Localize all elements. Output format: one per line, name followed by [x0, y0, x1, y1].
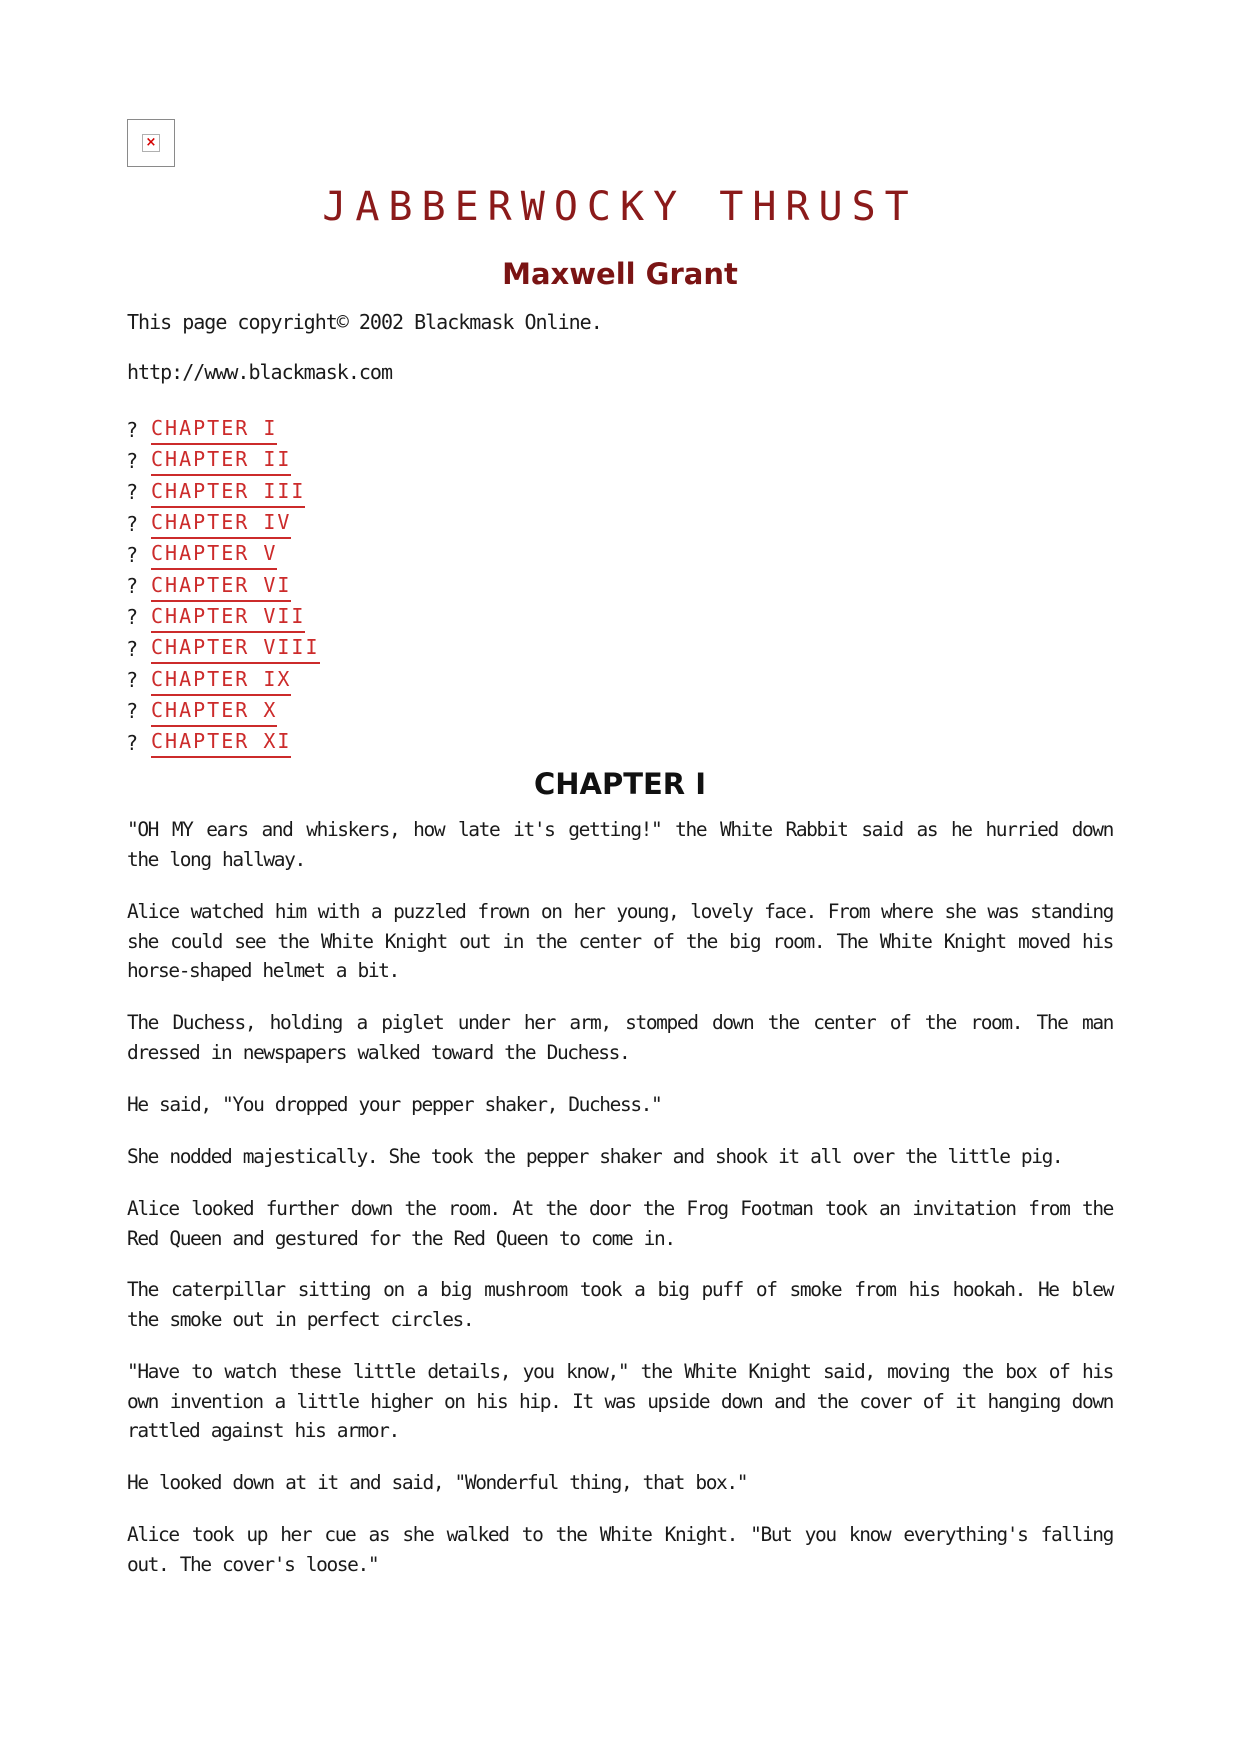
- toc-bullet: ?: [127, 605, 138, 630]
- broken-image-x-icon: ×: [142, 134, 160, 152]
- paragraph: [127, 1194, 1113, 1253]
- toc-bullet: ?: [127, 417, 138, 442]
- paragraph-text: The Duchess, holding a piglet under her arm, stomped down the center of the room. The man dressed in newspapers walked toward the Duchess.: [127, 1011, 1113, 1064]
- paragraph-text: He said, "You dropped your pepper shaker, Duchess.": [127, 1093, 662, 1116]
- paragraph-text: "OH MY ears and whiskers, how late it's getting!" the White Rabbit said as he hurried down the long hallway.: [127, 818, 1113, 871]
- paragraph-text: Alice looked further down the room. At the door the Frog Footman took an invitation from the Red Queen and gestured for the Red Queen to come in.: [127, 1197, 1113, 1250]
- toc-bullet: ?: [127, 511, 138, 536]
- toc-link-chapter-1[interactable]: CHAPTER I: [151, 414, 277, 445]
- toc-item: [127, 664, 320, 695]
- toc-bullet: ?: [127, 730, 138, 755]
- toc-bullet: ?: [127, 542, 138, 567]
- paragraph: [127, 1142, 1113, 1172]
- toc-item: [127, 445, 320, 476]
- toc-bullet: ?: [127, 699, 138, 724]
- toc-item: [127, 696, 320, 727]
- toc-link-chapter-6[interactable]: CHAPTER VI: [151, 571, 291, 602]
- toc-bullet: ?: [127, 480, 138, 505]
- toc-link-chapter-7[interactable]: CHAPTER VII: [151, 602, 305, 633]
- toc-item: [127, 570, 320, 601]
- author-name: Maxwell Grant: [502, 257, 738, 291]
- toc-item: [127, 414, 320, 445]
- toc-item: [127, 727, 320, 758]
- paragraph: [127, 1008, 1113, 1067]
- paragraph: [127, 815, 1113, 874]
- toc-bullet: ?: [127, 668, 138, 693]
- chapter-heading: CHAPTER I: [533, 767, 707, 801]
- table-of-contents: [127, 414, 320, 758]
- toc-link-chapter-4[interactable]: CHAPTER IV: [151, 508, 291, 539]
- paragraph-text: He looked down at it and said, "Wonderful thing, that box.": [127, 1471, 748, 1494]
- paragraph: [127, 1520, 1113, 1579]
- toc-link-chapter-8[interactable]: CHAPTER VIII: [151, 633, 320, 664]
- toc-bullet: ?: [127, 448, 138, 473]
- toc-item: [127, 477, 320, 508]
- broken-image-icon: [127, 119, 175, 167]
- paragraph-text: "Have to watch these little details, you know," the White Knight said, moving the box of his own invention a little higher on his hip. It was upside down and the cover of it hanging down rattled against his armor.: [127, 1360, 1113, 1442]
- toc-link-chapter-11[interactable]: CHAPTER XI: [151, 727, 291, 758]
- paragraph-text: Alice took up her cue as she walked to the White Knight. "But you know everything's falling out. The cover's loose.": [127, 1523, 1113, 1576]
- toc-link-chapter-9[interactable]: CHAPTER IX: [151, 665, 291, 696]
- toc-item: [127, 602, 320, 633]
- toc-item: [127, 508, 320, 539]
- toc-link-chapter-3[interactable]: CHAPTER III: [151, 477, 305, 508]
- toc-item: [127, 633, 320, 664]
- copyright-notice: This page copyright© 2002 Blackmask Online.: [127, 310, 602, 334]
- toc-link-chapter-2[interactable]: CHAPTER II: [151, 445, 291, 476]
- toc-link-chapter-10[interactable]: CHAPTER X: [151, 696, 277, 727]
- paragraph-text: Alice watched him with a puzzled frown on her young, lovely face. From where she was standing she could see the White Knight out in the center of the big room. The White Knight moved his horse-shaped helmet a bit.: [127, 900, 1113, 982]
- toc-bullet: ?: [127, 636, 138, 661]
- toc-item: [127, 539, 320, 570]
- paragraph: [127, 897, 1113, 986]
- toc-bullet: ?: [127, 574, 138, 599]
- toc-link-chapter-5[interactable]: CHAPTER V: [151, 539, 277, 570]
- paragraph: [127, 1275, 1113, 1334]
- book-title: JABBERWOCKY THRUST: [322, 184, 918, 230]
- paragraph: [127, 1468, 1113, 1498]
- paragraph-text: The caterpillar sitting on a big mushroom took a big puff of smoke from his hookah. He blew the smoke out in perfect circles.: [127, 1278, 1113, 1331]
- paragraph-text: She nodded majestically. She took the pepper shaker and shook it all over the little pig.: [127, 1145, 1063, 1168]
- paragraph: [127, 1090, 1113, 1120]
- paragraph: [127, 1357, 1113, 1446]
- site-url: http://www.blackmask.com: [127, 360, 392, 384]
